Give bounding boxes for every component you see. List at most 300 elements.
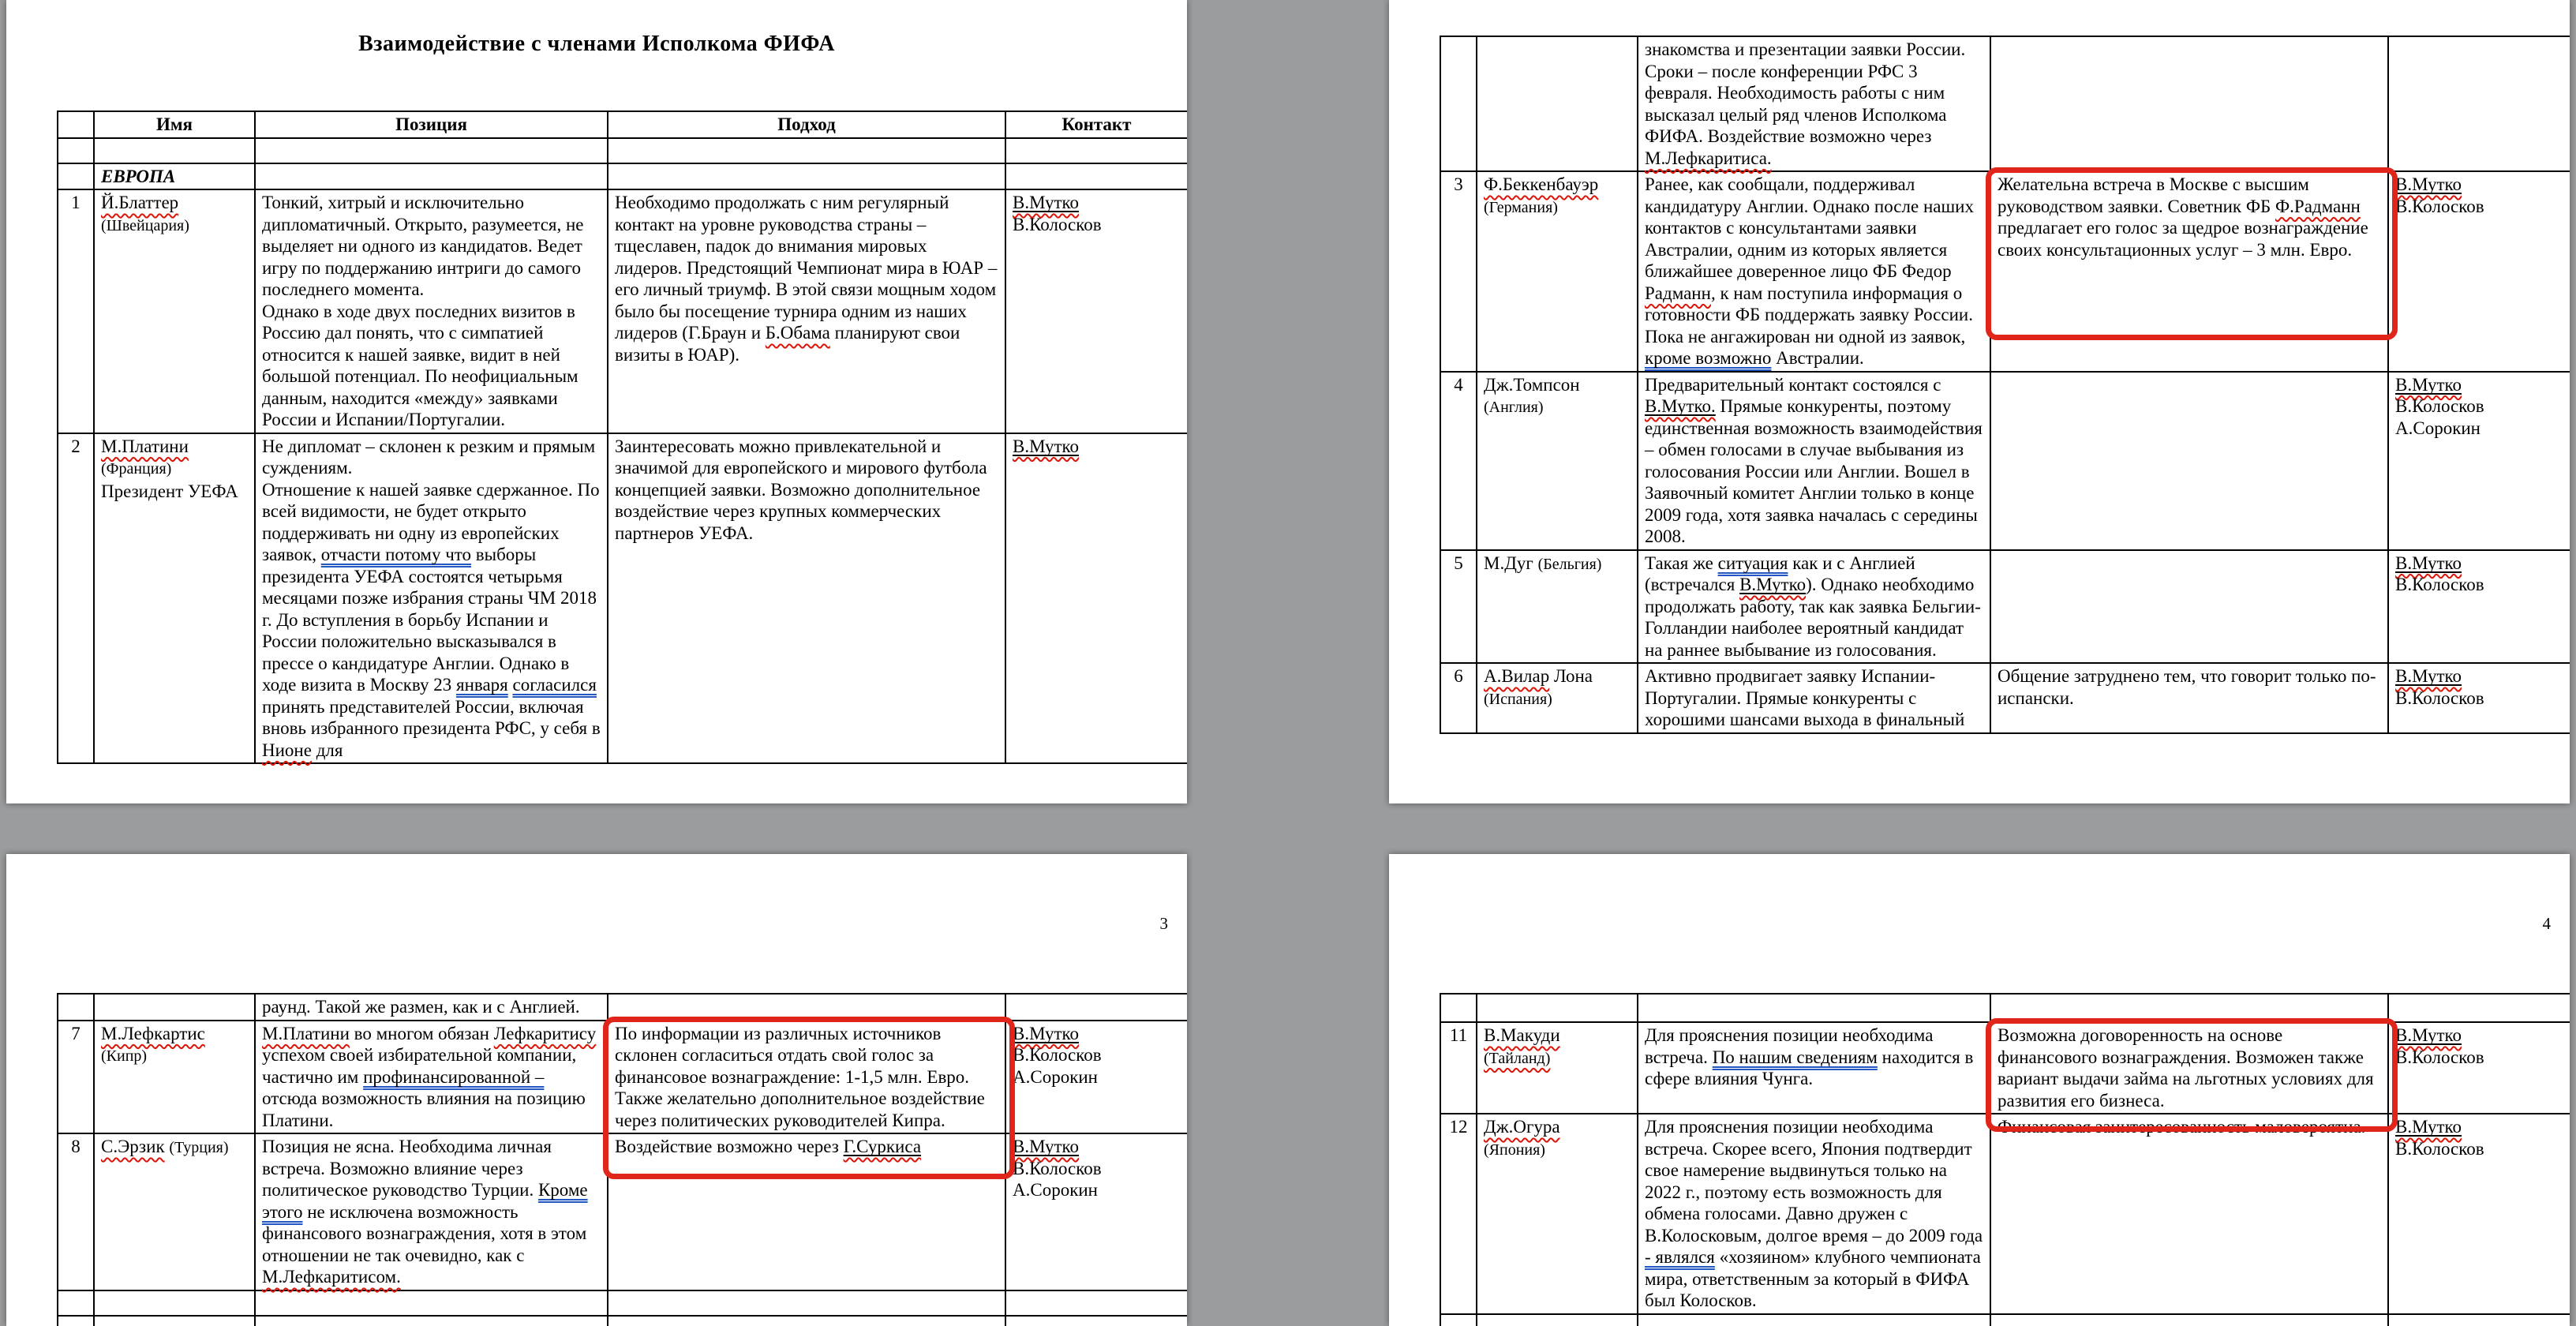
text-run: Для прояснения позиции необходима встреча. xyxy=(1645,1025,1934,1067)
text-run xyxy=(262,740,312,760)
paragraph xyxy=(101,481,248,503)
cell-num: 11 xyxy=(1440,1022,1477,1114)
text-run-decoration: отчасти потому что xyxy=(320,545,472,564)
column-header: Имя xyxy=(94,111,255,138)
text-run-decoration: М.Лефкаритисом. xyxy=(262,1267,401,1287)
empty-cell xyxy=(255,1316,608,1326)
paragraph xyxy=(1013,192,1181,214)
table-row xyxy=(1440,1114,2570,1314)
cell-name xyxy=(94,433,255,764)
paragraph xyxy=(2395,196,2563,218)
paragraph xyxy=(262,301,601,431)
paragraph xyxy=(262,1136,601,1288)
text-run-decoration xyxy=(2395,1117,2462,1137)
cell-approach xyxy=(1990,171,2388,372)
empty-cell xyxy=(1440,1314,1477,1326)
text-run: Общение затруднено тем, что говорит только по-испански. xyxy=(1998,666,2376,708)
empty-cell xyxy=(608,1316,1005,1326)
empty-cell xyxy=(1005,1290,1187,1316)
text-run xyxy=(2395,1025,2462,1045)
text-run: В.Колосков xyxy=(1013,1045,1102,1065)
text-run-decoration: согласился xyxy=(512,675,597,695)
text-run xyxy=(1645,348,1771,368)
text-run-decoration: В.Мутко xyxy=(2395,374,2462,395)
paragraph xyxy=(2395,1047,2563,1069)
text-run xyxy=(262,1267,401,1287)
paragraph xyxy=(1645,174,1983,369)
text-run xyxy=(1739,575,1806,594)
document-title: Взаимодействие с членами Исполкома ФИФА xyxy=(358,32,835,56)
paragraph xyxy=(262,996,601,1018)
text-run: Возможна договоренность на основе финансового вознаграждения. Возможен также вариант выдачи займа на льготных условиях для развития его бизнеса. xyxy=(1998,1025,2374,1111)
text-run xyxy=(1484,174,1598,194)
page-number-3: 3 xyxy=(1159,914,1168,933)
empty-cell xyxy=(608,1290,1005,1316)
paragraph xyxy=(101,1044,248,1068)
column-header: Позиция xyxy=(255,111,608,138)
text-run-decoration: В.Мутко xyxy=(2395,1025,2462,1045)
text-run-decoration: В.Мутко xyxy=(2395,666,2462,686)
cell-num: 3 xyxy=(1440,171,1477,372)
empty-cell xyxy=(2388,994,2570,1022)
cell-num: 7 xyxy=(58,1021,94,1134)
text-run: А.Сорокин xyxy=(1013,1066,1098,1087)
cell-contact xyxy=(1005,994,1187,1021)
table-row xyxy=(58,111,1187,138)
text-run: Не дипломат – склонен к резким и прямым суждениям. xyxy=(262,436,596,478)
text-run: Тонкий, хитрый и исключительно дипломатичный. Открыто, разумеется, не выделяет ни одного из кандидатов. Ведет игру по поддержанию интриги до самого последнего момента. xyxy=(262,193,584,299)
text-run: Позиция не ясна. Необходима личная встреча. Возможно влияние через политическое руководство Турции. xyxy=(262,1137,552,1200)
cell-approach xyxy=(1990,1022,2388,1114)
cell-approach xyxy=(608,994,1005,1021)
text-run xyxy=(1484,1050,1550,1067)
paragraph xyxy=(2395,418,2563,440)
text-run-decoration: В.Мутко xyxy=(1013,1137,1080,1156)
text-run: во многом обязан xyxy=(349,1023,494,1043)
text-run: раунд. Такой же размен, как и с Англией. xyxy=(262,997,580,1017)
text-run-decoration xyxy=(1013,1137,1079,1156)
text-run-decoration: января xyxy=(456,675,508,695)
page-3-table xyxy=(57,993,1187,1326)
text-run xyxy=(101,436,189,456)
table-row xyxy=(1440,1314,2570,1326)
text-run: По информации из различных источников склонен согласиться отдать свой голос за финансовое вознаграждение: 1-1,5 млн. Евро. Также желательно дополнительное воздействие через политических руководителей Кипра. xyxy=(615,1023,985,1130)
cell-num xyxy=(58,994,94,1021)
text-run: Желательна встреча в Москве с высшим руководством заявки. Советник ФБ xyxy=(1998,174,2309,216)
text-run: М.Дуг xyxy=(1484,552,1538,573)
text-run-decoration: профинансированной – xyxy=(363,1066,545,1087)
paragraph xyxy=(1484,395,1631,419)
paragraph xyxy=(1998,665,2381,709)
text-run: (Турция) xyxy=(169,1139,229,1156)
text-run: В.Колосков xyxy=(2395,575,2484,594)
cell-position xyxy=(1638,36,1990,171)
cell-position xyxy=(1638,663,1990,733)
cell-contact xyxy=(2388,550,2570,664)
paragraph xyxy=(1484,1116,1631,1138)
text-run-decoration xyxy=(1739,575,1806,594)
text-run-decoration: Дж.Огура xyxy=(1484,1117,1560,1137)
text-run: Австралии. xyxy=(1771,348,1864,368)
cell-approach xyxy=(608,433,1005,764)
paragraph xyxy=(2395,574,2563,596)
text-run-decoration xyxy=(2395,666,2462,686)
text-run xyxy=(2275,197,2361,216)
text-run: Заинтересовать можно привлекательной и значимой для европейского и мирового футбола концепцией заявки. Возможно дополнительное воздействие через крупных коммерческих партнеров УЕФА. xyxy=(615,436,987,543)
text-run xyxy=(1713,1047,1878,1067)
text-run xyxy=(2395,174,2462,194)
text-run xyxy=(1013,436,1079,456)
paragraph xyxy=(1013,214,1181,236)
cell-contact xyxy=(1005,1133,1187,1290)
text-run: «хозяином» клубного чемпионата мира, ответственным за который в ФИФА был Колосков. xyxy=(1645,1247,1981,1310)
cell-approach xyxy=(1990,550,2388,664)
paragraph xyxy=(1645,1116,1983,1312)
table-row xyxy=(58,1316,1187,1326)
text-run xyxy=(1013,193,1079,212)
table-row xyxy=(58,1133,1187,1290)
text-run xyxy=(512,675,596,695)
text-run: отсюда возможность влияния на позицию Платини. xyxy=(262,1088,586,1130)
cell-position xyxy=(1638,1114,1990,1314)
column-header: Подход xyxy=(608,111,1005,138)
text-run: Дж.Томпсон xyxy=(1484,374,1580,395)
cell-position xyxy=(255,994,608,1021)
cell-position xyxy=(1638,372,1990,550)
text-run-decoration: В.Мутко xyxy=(1013,193,1080,212)
text-run-decoration: С.Эрзик xyxy=(101,1137,165,1156)
cell-num xyxy=(1440,36,1477,171)
text-run-decoration: М.Лефкаритиса. xyxy=(1645,148,1772,168)
cell-name xyxy=(1477,36,1638,171)
table-row xyxy=(58,433,1187,764)
text-run xyxy=(321,545,471,564)
text-run-decoration xyxy=(1013,1024,1079,1043)
paragraph xyxy=(1484,665,1631,687)
members-table xyxy=(1440,36,2570,734)
empty-cell xyxy=(94,138,255,163)
text-run xyxy=(101,193,178,212)
text-run-decoration: В.Макуди xyxy=(1484,1025,1560,1045)
paragraph xyxy=(1013,1066,1181,1088)
text-run: планируют свои визиты в ЮАР). xyxy=(615,323,960,365)
empty-cell xyxy=(1638,1314,1990,1326)
text-run-decoration: Нионе xyxy=(262,740,312,760)
paragraph xyxy=(2395,374,2563,396)
text-run: Лона xyxy=(1549,666,1593,686)
text-run: для xyxy=(311,740,343,760)
text-run xyxy=(1484,666,1549,686)
cell-num: 8 xyxy=(58,1133,94,1290)
paragraph xyxy=(262,479,601,762)
cell-position xyxy=(255,189,608,433)
cell-name xyxy=(1477,171,1638,372)
cell-num: 1 xyxy=(58,189,94,433)
text-run xyxy=(2395,1117,2462,1137)
cell-num: 5 xyxy=(1440,550,1477,664)
text-run-decoration xyxy=(1645,396,1716,416)
paragraph xyxy=(1484,552,1631,576)
members-table xyxy=(1440,993,2570,1326)
text-run: , к нам поступила информация о готовности ФБ поддержать заявку России. Пока не ангажирован ни одной из заявок, xyxy=(1645,283,1973,346)
text-run-decoration: В.Мутко. xyxy=(1645,396,1716,416)
text-run xyxy=(1645,283,1711,303)
paragraph xyxy=(2395,395,2563,418)
text-run: (Япония) xyxy=(1484,1141,1545,1159)
cell-name xyxy=(1477,663,1638,733)
text-run: предлагает его голос за щедрое вознаграждение своих консультационных услуг – 3 млн. Евро. xyxy=(1998,218,2368,260)
text-run xyxy=(1484,1025,1560,1045)
table-row xyxy=(58,138,1187,163)
empty-cell xyxy=(58,1316,94,1326)
cell-contact xyxy=(1005,1021,1187,1134)
paragraph xyxy=(1013,1136,1181,1158)
text-run-decoration: В.Мутко xyxy=(2395,1117,2462,1137)
table-row xyxy=(58,1290,1187,1316)
text-run: В.Колосков xyxy=(2395,1138,2484,1159)
text-run: (Швейцария) xyxy=(101,216,189,234)
paragraph xyxy=(1484,174,1631,196)
paragraph xyxy=(615,436,998,545)
table-row xyxy=(1440,663,2570,733)
cell-contact xyxy=(2388,1114,2570,1314)
text-run: как и с Англией (встречался xyxy=(1645,552,1915,594)
empty-cell xyxy=(1440,994,1477,1022)
empty-cell xyxy=(58,1290,94,1316)
cell-contact xyxy=(2388,1022,2570,1114)
text-run xyxy=(101,1024,205,1043)
cell-contact xyxy=(1005,189,1187,433)
section-label: ЕВРОПА xyxy=(101,166,176,186)
page-1-table xyxy=(57,110,1187,764)
text-run-decoration: Ф.Беккенбауэр xyxy=(1484,174,1599,194)
text-run: принять представителей России, включая вновь избранного президента РФС, у себя в xyxy=(262,696,601,738)
empty-cell xyxy=(1990,994,2388,1022)
paragraph xyxy=(2395,1024,2563,1047)
cell-contact xyxy=(1005,433,1187,764)
text-run-decoration: (Тайланд) xyxy=(1484,1049,1551,1067)
cell-name xyxy=(94,189,255,433)
empty-cell xyxy=(608,163,1005,190)
column-header: Контакт xyxy=(1005,111,1187,138)
text-run: Прямые конкуренты, поэтому единственная возможность взаимодействия – обмен голосами в случае выбывания из голосования России или Англии. Вошел в Заявочный комитет Англии только в конце 2009 года, хотя заявка началась с середины 2008. xyxy=(1645,396,1983,546)
table-row xyxy=(1440,36,2570,171)
paragraph xyxy=(1013,1158,1181,1180)
text-run xyxy=(1484,1117,1560,1137)
text-run xyxy=(844,1137,921,1156)
cell-approach xyxy=(1990,663,2388,733)
paragraph xyxy=(2395,665,2563,687)
text-run-decoration: В.Мутко xyxy=(1013,436,1080,456)
cell-approach xyxy=(1990,1114,2388,1314)
text-run: (Кипр) xyxy=(101,1047,148,1065)
empty-cell xyxy=(58,163,94,190)
page-2 xyxy=(1389,0,2570,803)
text-run-decoration: М.Платини xyxy=(262,1023,350,1043)
cell-name xyxy=(94,1133,255,1290)
paragraph xyxy=(1484,1024,1631,1047)
text-run-decoration: Б.Обама xyxy=(765,323,830,343)
text-run-decoration: Лефкаритису xyxy=(493,1023,597,1043)
text-run: выборы президента УЕФА состоятся четырьмя месяцами позже избрания страны ЧМ 2018 г. До вступления в борьбу Испании и России положительно высказывался в прессе о кандидатуре Англии. Однако в ходе визита в Москву 23 xyxy=(262,545,597,695)
page-1 xyxy=(6,0,1187,803)
text-run xyxy=(1013,1024,1079,1043)
cell-num: 2 xyxy=(58,433,94,764)
paragraph xyxy=(1013,1044,1181,1066)
cell-contact xyxy=(2388,372,2570,550)
cell-approach xyxy=(608,1021,1005,1134)
table-row xyxy=(1440,1022,2570,1114)
table-row xyxy=(1440,550,2570,664)
empty-cell xyxy=(255,1290,608,1316)
text-run xyxy=(2395,553,2462,573)
table-row xyxy=(1440,372,2570,550)
paragraph xyxy=(2395,552,2563,575)
empty-cell xyxy=(94,1290,255,1316)
page-3 xyxy=(6,854,1187,1326)
cell-name xyxy=(94,1021,255,1134)
text-run: Активно продвигает заявку Испании-Португалии. Прямые конкуренты с хорошими шансами выхода в финальный xyxy=(1645,666,1965,729)
text-run: А.Сорокин xyxy=(2395,418,2481,438)
table-row xyxy=(58,163,1187,190)
text-run-decoration xyxy=(1013,193,1079,212)
page-number-4: 4 xyxy=(2542,914,2551,933)
cell-name xyxy=(1477,1114,1638,1314)
text-run: Однако в ходе двух последних визитов в Россию дал понять, что с симпатией относится к нашей заявке, видит в ней большой потенциал. По неофициальным данным, находится «между» заявками России и Испании/Португалии. xyxy=(262,301,578,429)
text-run-decoration: А.Вилар xyxy=(1484,666,1550,686)
paragraph xyxy=(262,436,601,479)
text-run: В.Колосков xyxy=(2395,196,2484,216)
text-run: В.Колосков xyxy=(2395,396,2484,416)
text-run: Воздействие возможно через xyxy=(615,1137,844,1156)
text-run: знакомства и презентации заявки России. Сроки – после конференции РФС 3 февраля. Необходимость работы с ним высказал целый ряд членов Исполкома ФИФА. Воздействие возможно через xyxy=(1645,39,1966,146)
paragraph xyxy=(1013,1179,1181,1201)
paragraph xyxy=(1484,687,1631,711)
cell-num: 12 xyxy=(1440,1114,1477,1314)
table-row xyxy=(58,1021,1187,1134)
text-run: В.Колосков xyxy=(2395,1047,2484,1067)
paragraph xyxy=(2395,1116,2563,1138)
text-run: (Испания) xyxy=(1484,690,1552,708)
cell-approach xyxy=(1990,36,2388,171)
cell-contact xyxy=(2388,36,2570,171)
text-run: В.Колосков xyxy=(1013,214,1102,234)
text-run-decoration xyxy=(2395,1025,2462,1045)
members-table xyxy=(57,110,1187,764)
text-run xyxy=(494,1024,596,1043)
text-run: Для прояснения позиции необходима встреча. Скорее всего, Япония подтвердит свое намерение выдвинуться только на 2022 г., поэтому есть возможность для обмена голосами. Давно дружен с В.Колосковым, долгое время – до 2009 года xyxy=(1645,1117,1983,1245)
paragraph xyxy=(615,192,998,365)
paragraph xyxy=(1013,1023,1181,1045)
text-run-decoration xyxy=(2395,375,2462,395)
paragraph xyxy=(262,192,601,301)
text-run xyxy=(1645,396,1716,416)
empty-cell xyxy=(1005,163,1187,190)
text-run xyxy=(2395,375,2462,395)
paragraph xyxy=(101,1023,248,1045)
text-run-decoration xyxy=(1013,436,1079,456)
empty-cell xyxy=(2388,1314,2570,1326)
cell-position xyxy=(255,1021,608,1134)
text-run-decoration xyxy=(2395,553,2462,573)
empty-cell xyxy=(1477,1314,1638,1326)
column-header xyxy=(58,111,94,138)
paragraph xyxy=(1013,436,1181,458)
text-run: В.Колосков xyxy=(2395,687,2484,708)
paragraph xyxy=(1645,665,1983,731)
paragraph xyxy=(1645,374,1983,548)
empty-cell xyxy=(94,1316,255,1326)
empty-cell xyxy=(608,138,1005,163)
paragraph xyxy=(1484,196,1631,219)
paragraph xyxy=(1645,1024,1983,1090)
text-run-decoration xyxy=(844,1137,921,1156)
text-run xyxy=(1645,1247,1715,1267)
text-run-decoration: По нашим сведениям xyxy=(1712,1047,1878,1067)
text-run xyxy=(1645,148,1772,168)
paragraph xyxy=(1484,1047,1631,1070)
cell-num: 4 xyxy=(1440,372,1477,550)
paragraph xyxy=(1998,174,2381,260)
text-run xyxy=(1013,1137,1079,1156)
empty-cell xyxy=(1990,1314,2388,1326)
text-run-decoration: Г.Суркиса xyxy=(843,1137,922,1156)
page-4-table xyxy=(1440,993,2570,1326)
text-run: Отношение к нашей заявке сдержанное. По всей видимости, не будет открыто поддерживать ни одну из европейских заявок, xyxy=(262,479,600,564)
cell-name xyxy=(1477,550,1638,664)
paragraph xyxy=(262,1023,601,1132)
text-run-decoration: В.Мутко xyxy=(2395,174,2462,194)
text-run: находится в сфере влияния Чунга. xyxy=(1645,1047,1974,1088)
table-row xyxy=(1440,994,2570,1022)
cell-position xyxy=(255,1133,608,1290)
paragraph xyxy=(2395,174,2563,196)
cell-position xyxy=(1638,171,1990,372)
text-run: (Франция) xyxy=(101,460,172,478)
text-run-decoration: М.Лефкартис xyxy=(101,1023,205,1043)
paragraph xyxy=(1998,1116,2381,1138)
table-row xyxy=(58,189,1187,433)
cell-name xyxy=(1477,1022,1638,1114)
text-run: ). Однако необходимо продолжать работу, так как заявка Бельгии-Голландии наиболее вероятный кандидат на раннее выбывание из голосования. xyxy=(1645,575,1981,660)
cell-num: 6 xyxy=(1440,663,1477,733)
text-run xyxy=(262,1024,350,1043)
empty-cell xyxy=(1638,994,1990,1022)
text-run-decoration xyxy=(2395,174,2462,194)
text-run: (Англия) xyxy=(1484,399,1544,416)
empty-cell xyxy=(255,138,608,163)
text-run: Ранее, как сообщали, поддерживал кандидатуру Англии. Однако после наших контактов с консультантами заявки Австралии, одним из которых является ближайшее доверенное лицо ФБ Федор xyxy=(1645,174,1974,281)
text-run-decoration: Ф.Радманн xyxy=(2275,196,2361,216)
text-run xyxy=(456,675,508,695)
text-run: успехом своей избирательной компании, частично им xyxy=(262,1045,577,1087)
paragraph xyxy=(1484,374,1631,396)
paragraph xyxy=(101,214,248,238)
text-run: Такая же xyxy=(1645,552,1718,573)
cell-name xyxy=(1477,372,1638,550)
text-run-decoration: Й.Блаттер xyxy=(101,193,179,212)
page-4 xyxy=(1389,854,2570,1326)
empty-cell xyxy=(58,138,94,163)
paragraph xyxy=(615,1023,998,1132)
cell-name xyxy=(94,994,255,1021)
empty-cell xyxy=(1005,138,1187,163)
cell-contact xyxy=(2388,171,2570,372)
text-run xyxy=(1718,553,1788,573)
cell-approach xyxy=(1990,372,2388,550)
text-run-decoration: В.Мутко xyxy=(1739,575,1807,594)
paragraph xyxy=(2395,1138,2563,1160)
